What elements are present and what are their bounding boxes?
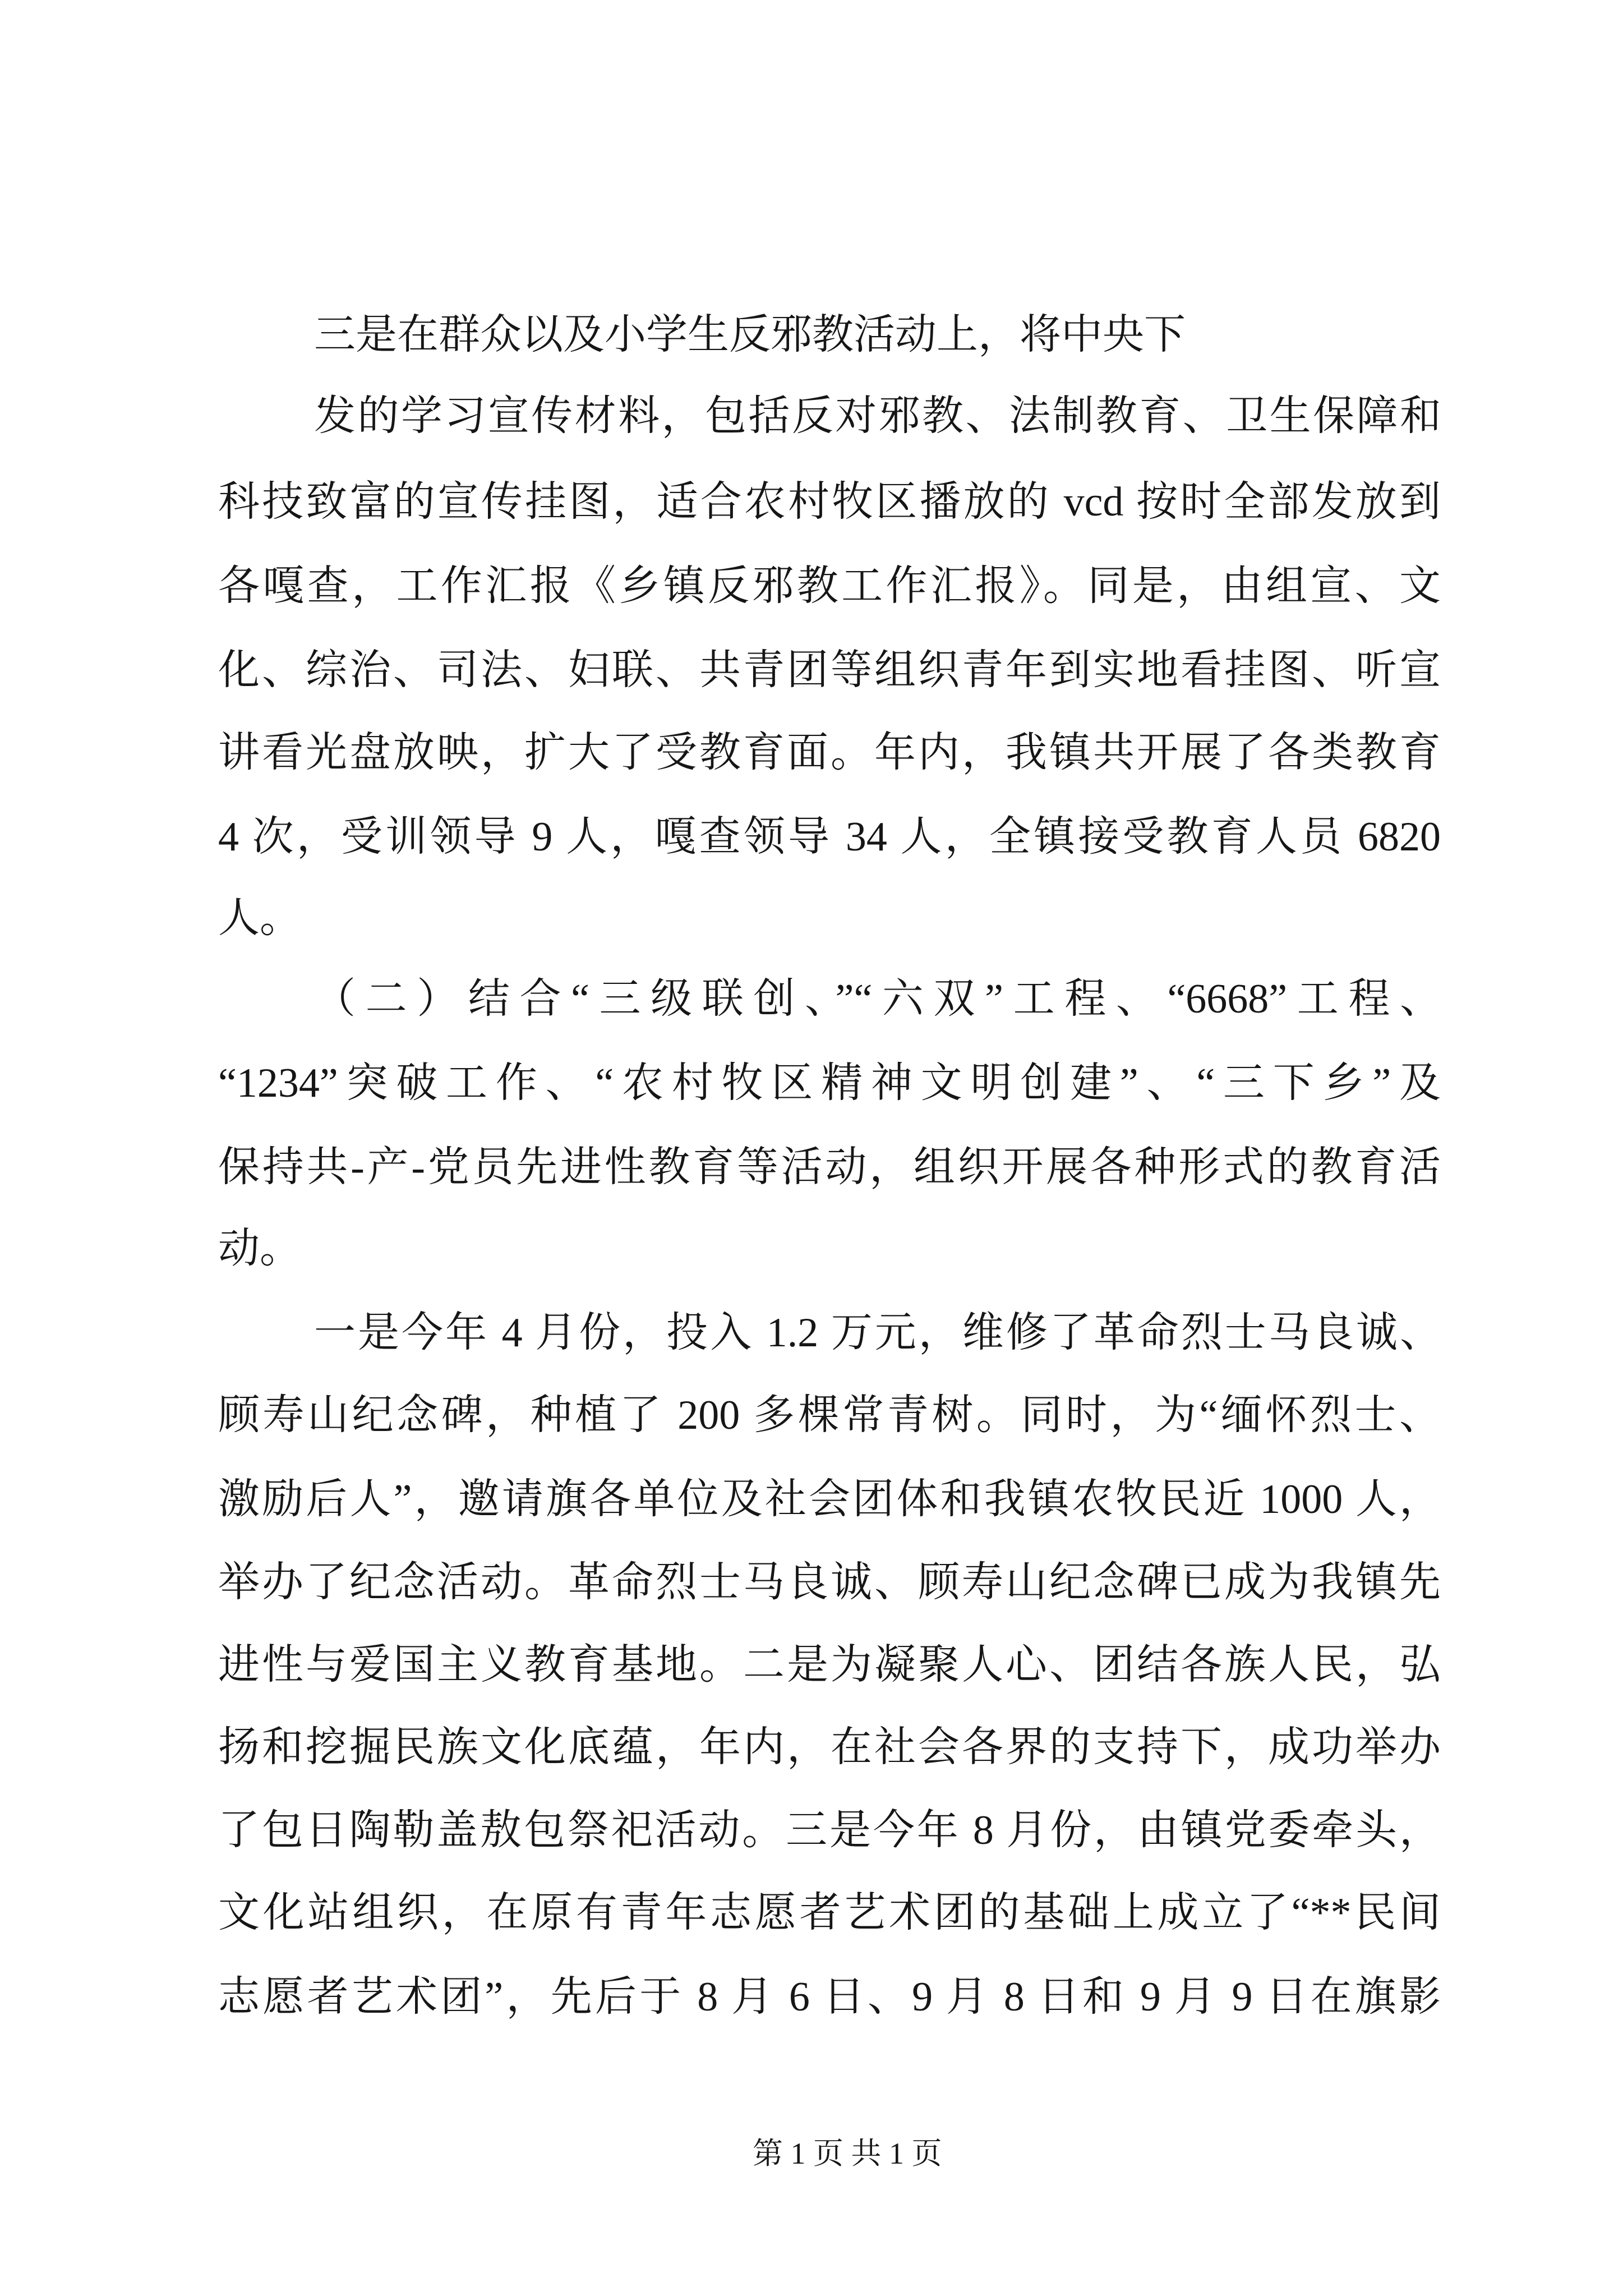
text-line: 讲看光盘放映，扩大了受教育面。年内，我镇共开展了各类教育 — [218, 730, 1441, 776]
text-line: 化、综治、司法、妇联、共青团等组织青年到实地看挂图、听宣 — [218, 647, 1441, 693]
text-line: 文化站组织，在原有青年志愿者艺术团的基础上成立了“**民间 — [218, 1890, 1441, 1936]
text-line: 保持共-产-党员先进性教育等活动，组织开展各种形式的教育活 — [218, 1144, 1441, 1190]
text-line: 举办了纪念活动。革命烈士马良诚、顾寿山纪念碑已成为我镇先 — [218, 1559, 1441, 1605]
text-line: 顾寿山纪念碑，种植了 200 多棵常青树。同时，为“缅怀烈士、 — [218, 1392, 1441, 1438]
text-line: 发的学习宣传材料，包括反对邪教、法制教育、卫生保障和 — [314, 393, 1441, 439]
page-footer: 第 1 页 共 1 页 — [753, 2137, 942, 2170]
text-line: 志愿者艺术团”，先后于 8 月 6 日、9 月 8 日和 9 月 9 日在旗影 — [218, 1974, 1441, 2020]
text-line: 人。 — [218, 895, 301, 941]
text-line: 动。 — [218, 1226, 301, 1272]
text-line: 4 次，受训领导 9 人，嘎查领导 34 人，全镇接受教育人员 6820 — [218, 814, 1441, 860]
text-line: 激励后人”，邀请旗各单位及社会团体和我镇农牧民近 1000 人， — [218, 1476, 1441, 1522]
text-line: 科技致富的宣传挂图，适合农村牧区播放的 vcd 按时全部发放到 — [218, 479, 1441, 525]
text-line: 三是在群众以及小学生反邪教活动上，将中央下 — [314, 312, 1186, 358]
text-line: 了包日陶勒盖敖包祭祀活动。三是今年 8 月份，由镇党委牵头， — [218, 1807, 1441, 1853]
text-line: “1234”突破工作、“农村牧区精神文明创建”、“三下乡”及 — [218, 1060, 1441, 1106]
text-line: （二）结合“三级联创、”“六双”工程、“6668”工程、 — [314, 976, 1441, 1022]
text-line: 各嘎查，工作汇报《乡镇反邪教工作汇报》。同是，由组宣、文 — [218, 563, 1441, 609]
text-line: 一是今年 4 月份，投入 1.2 万元，维修了革命烈士马良诚、 — [314, 1310, 1441, 1356]
text-line: 进性与爱国主义教育基地。二是为凝聚人心、团结各族人民，弘 — [218, 1642, 1441, 1688]
text-line: 扬和挖掘民族文化底蕴，年内，在社会各界的支持下，成功举办 — [218, 1724, 1441, 1770]
